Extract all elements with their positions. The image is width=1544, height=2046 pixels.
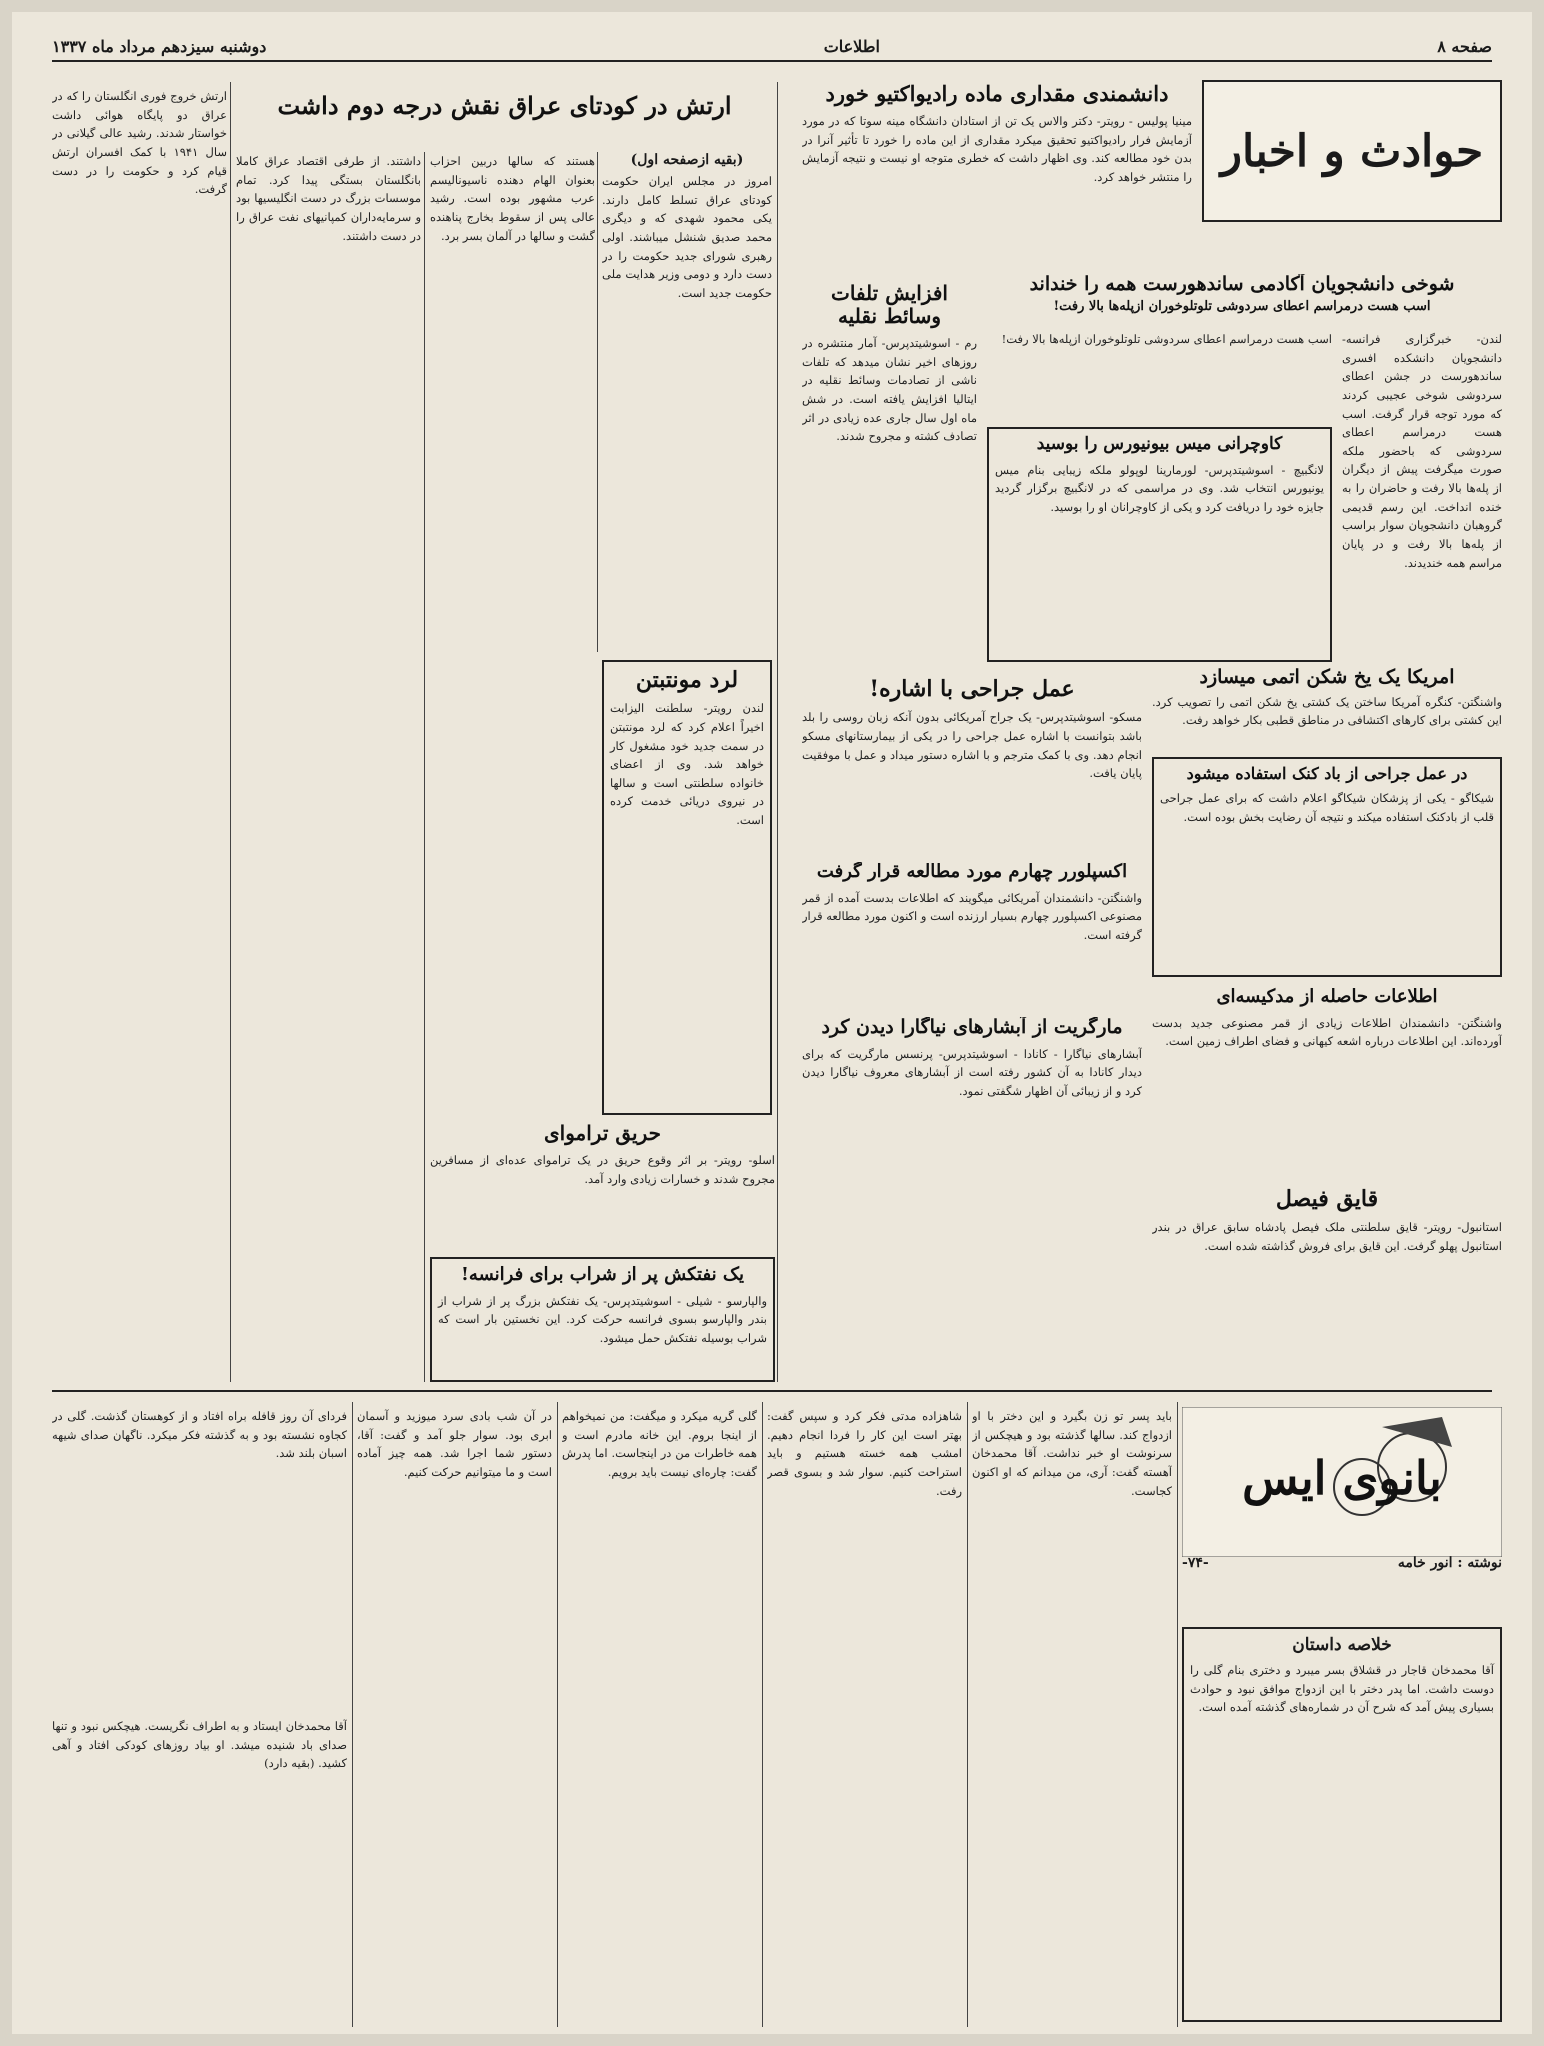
faisal-body: استانبول- رویتر- قایق سلطنتی ملک فیصل پادشاه سابق عراق در بندر استانبول پهلو گرفت. این قایق برای فروش گذاشته شده است. — [1152, 1220, 1502, 1253]
serial-text-4: در آن شب بادی سرد میوزید و آسمان ابری بود. سوار جلو آمد و گفت: آقا، دستور شما اجرا شد. همه چیز آماده است و ما میتوانیم حرکت کنیم. — [357, 1409, 552, 1479]
beauty-box — [987, 427, 1332, 662]
column-rule — [352, 1402, 353, 2027]
ice-headline: امریکا یک یخ شکن اتمی میسازد — [1199, 667, 1455, 688]
balloon-box — [1152, 757, 1502, 977]
mountbatten-body: لندن رویتر- سلطنت الیزابت اخیراً اعلام کرد که لرد مونتبتن در سمت جدید خود مشغول کار خواهد شد. وی از اعضای خانواده سلطنتی است و سالها در نیروی دریائی خدمت کرده است. — [610, 701, 764, 828]
serial-text-3: گلی گریه میکرد و میگفت: من نمیخواهم از اینجا بروم. این خانه مادرم است و همه خاطرات من در اینجاست. اما پدرش گفت: چاره‌ای نیست باید برویم. — [562, 1409, 757, 1479]
column-rule — [777, 82, 778, 1382]
serial-col-2 — [767, 1407, 962, 2022]
beauty-headline: کاوچرانی میس بیونیورس را بوسید — [1036, 434, 1283, 454]
iraq-body-d: ارتش خروج فوری انگلستان را که در عراق دو پایگاه هوائی داشت خواستار شدند. رشید عالی گیلانی در سال ۱۹۴۱ با کمک افسران ارتش قیام کرد و حکومت را در دست گرفت. — [52, 89, 227, 197]
serial-col-5 — [52, 1407, 347, 1707]
science-headline: دانشمندی مقداری ماده رادیواکتیو خورد — [825, 82, 1169, 106]
lead-headline: شوخی دانشجویان آکادمی ساندهورست همه را خنداند — [1029, 274, 1455, 295]
mountbatten-box — [602, 660, 772, 1115]
serial-summary: آقا محمدخان قاجار در قشلاق بسر میبرد و دختری بنام گلی را دوست داشت. اما پدر دختر با این ازدواج موافق نبود و حوادث بسیاری پیش آمد که شرح آن در شماره‌های گذشته آمده است. — [1190, 1663, 1494, 1715]
serial-text-2: شاهزاده مدتی فکر کرد و سپس گفت: بهتر است این کار را فردا انجام دهیم. امشب همه خسته هستیم و باید استراحت کنیم. سوار شد و بسوی قصر رفت. — [767, 1409, 962, 1498]
column-rule — [424, 152, 425, 1382]
lead-body-2: اسب هست درمراسم اعطای سردوشی تلوتلوخوران ازپله‌ها بالا رفت! — [1001, 332, 1332, 346]
lead-body-continued — [982, 330, 1332, 420]
iraq-headline-block — [232, 92, 777, 132]
iraq-body-c: داشتند. از طرفی اقتصاد عراق کاملا بانگلستان بستگی پیدا کرد. تمام موسسات بزرگ در دست انگلیسیها بود و سرمایه‌داران کمپانیهای نفت عراق را در دست داشتند. — [236, 154, 421, 243]
lead-body-block — [1342, 330, 1502, 660]
faisal-headline: قایق فیصل — [1275, 1187, 1379, 1212]
explorer-headline: اکسپلورر چهارم مورد مطالعه قرار گرفت — [816, 862, 1128, 882]
balloon-body: شیکاگو - یکی از پزشکان شیکاگو اعلام داشت که برای عمل جراحی قلب از بادکنک استفاده میکند و نتیجه آن رضایت بخش بوده است. — [1160, 791, 1494, 825]
explorer-article — [802, 862, 1142, 992]
serial-text-5: فردای آن روز قافله براه افتاد و از کوهستان گذشت. گلی در کجاوه نشسته بود و به گذشته فکر میکرد. ناگهان صدای شیهه اسبان بلند شد. — [52, 1409, 347, 1461]
serial-text-6: آقا محمدخان ایستاد و به اطراف نگریست. هیچکس نبود و تنها صدای باد شنیده میشد. او بیاد روزهای کودکی افتاد و آهی کشید. (بقیه دارد) — [52, 1719, 347, 1771]
balloon-headline: در عمل جراحی از باد کنک استفاده میشود — [1186, 764, 1468, 783]
surgery-article — [802, 677, 1142, 852]
niagara-body: آبشارهای نیاگارا - کانادا - اسوشیتدپرس- پرنسس مارگریت که برای دیدار کانادا به آن کشور رفته است از آبشارهای معروف نیاگارا دیدن کرد و از زیبائی آن اظهار شگفتی نمود. — [802, 1046, 1142, 1099]
column-rule — [557, 1402, 558, 2027]
serial-col-6 — [52, 1717, 347, 2022]
beauty-body: لانگبیچ - اسوشیتدپرس- لورمارینا لوپولو ملکه زیبایی بنام میس یونیورس انتخاب شد. وی در مراسمی که در لانگبیچ برگزار گردید جایزه خود را دریافت کرد و یکی از کاوچرانان او را بوسید. — [995, 462, 1324, 514]
wine-headline: یک نفتکش پر از شراب برای فرانسه! — [461, 1264, 744, 1285]
faisal-article — [1152, 1187, 1502, 1377]
iraq-body-b: هستند که سالها دربین احزاب بعنوان الهام دهنده ناسیونالیسم عرب مشهور بوده است. رشید عالی پس از سقوط بخارج پناهنده گشت و سالها در آلمان بسر برد. — [430, 154, 595, 243]
paper-name: اطلاعات — [823, 36, 880, 56]
niagara-article — [802, 1017, 1142, 1377]
iraq-continued: (بقیه ازصفحه اول) — [630, 152, 744, 168]
section-rule — [52, 1390, 1492, 1392]
iraq-headline: ارتش در کودتای عراق نقش درجه دوم داشت — [277, 92, 732, 120]
info-body: واشنگتن- دانشمندان اطلاعات زیادی از قمر مصنوعی جدید بدست آورده‌اند. این اطلاعات درباره اشعه کیهانی و فضای اطراف زمین است. — [1152, 1015, 1502, 1049]
column-rule — [230, 82, 231, 1382]
lead-body: لندن- خبرگزاری فرانسه- دانشجویان دانشکده افسری ساندهورست در جشن اعطای سردوشی شوخی عجیبی کردند که مورد توجه قرار گرفت. اسب هست درمراسم اعطای سردوشی که باحضور ملکه صورت میگرفت پیش از دیگران از پله‌ها بالا رفت و حاضران را به خنده انداخت. این رسم قدیمی گروهبان دانشجویان سوار براسب از پله‌ها بالا رفت و در پایان مراسم همه خندیدند. — [1342, 332, 1502, 570]
crime-section-logo: حوادث و اخبار — [1202, 80, 1502, 222]
serial-summary-box — [1182, 1627, 1502, 2022]
serial-author: نوشته : انور خامه — [1397, 1555, 1502, 1571]
iraq-col-a — [602, 152, 772, 652]
wine-body: والپارسو - شیلی - اسوشیتدپرس- یک نفتکش بزرگ پر از شراب از بندر والپارسو بسوی فرانسه حرکت کرد. این نخستین بار است که شراب بوسیله نفتکش حمل میشود. — [438, 1293, 767, 1345]
niagara-headline: مارگریت از آبشارهای نیاگارا دیدن کرد — [821, 1017, 1123, 1038]
iraq-col-d — [52, 87, 227, 1382]
tram-body: اسلو- رویتر- بر اثر وقوع حریق در یک تراموای عده‌ای از مسافرین مجروح شدند و خسارات زیادی وارد آمد. — [430, 1153, 775, 1186]
column-rule — [967, 1402, 968, 2027]
serial-number: -۷۴- — [1182, 1555, 1209, 1571]
explorer-body: واشنگتن- دانشمندان آمریکائی میگویند که اطلاعات بدست آمده از قمر مصنوعی اکسپلورر چهارم بسیار ارزنده است و اکنون مورد مطالعه قرار گرفته است. — [802, 890, 1142, 942]
serial-col-3 — [562, 1407, 757, 2022]
serial-text-1: باید پسر تو زن بگیرد و این دختر با او ازدواج کند. سالها گذشته بود و هیچکس از سرنوشت او خبر نداشت. آقا محمدخان آهسته گفت: آری، من میدانم که او اکنون کجاست. — [972, 1409, 1172, 1498]
iraq-body-a: امروز در مجلس ایران حکومت کودتای عراق تسلط کامل دارند. یکی محمود شهدی که و دیگری محمد صدیق شنشل میباشند. اولی رهبری شورای جدید حکومت را در دست دارد و دومی وزیر هدایت ملی حکومت جدید است. — [602, 174, 772, 300]
info-headline: اطلاعات حاصله از مدکیسه‌ای — [1216, 987, 1438, 1007]
lead-subhead: اسب هست درمراسم اعطای سردوشی تلوتلوخوران ازپله‌ها بالا رفت! — [1053, 298, 1431, 314]
serial-banner-block — [1182, 1407, 1502, 1617]
science-article — [802, 82, 1192, 272]
issue-date: دوشنبه سیزدهم مرداد ماه ۱۳۳۷ — [52, 36, 267, 56]
ice-body: واشنگتن- کنگره آمریکا ساختن یک کشتی یخ شکن اتمی را تصویب کرد. این کشتی برای کارهای اکتشافی در مناطق قطبی بکار خواهد رفت. — [1152, 694, 1502, 728]
tram-article — [430, 1122, 775, 1252]
traffic-article — [802, 282, 977, 662]
lead-headline-block — [982, 274, 1502, 324]
page-label: صفحه ۸ — [1437, 36, 1492, 56]
crime-section-logo-box — [1202, 80, 1502, 222]
mountbatten-headline: لرد مونتبتن — [635, 667, 739, 693]
column-rule — [1177, 1402, 1178, 2027]
masthead — [52, 32, 1492, 62]
ice-article — [1152, 667, 1502, 752]
tram-headline: حریق تراموای — [543, 1122, 662, 1145]
serial-col-1 — [972, 1407, 1172, 2022]
serial-summary-title: خلاصه داستان — [1292, 1635, 1392, 1655]
surgery-headline: عمل جراحی با اشاره! — [869, 677, 1075, 702]
column-rule — [762, 1402, 763, 2027]
newspaper-page — [12, 12, 1532, 2034]
serial-col-4 — [357, 1407, 552, 2022]
surgery-body: مسکو- اسوشیتدپرس- یک جراح آمریکائی بدون آنکه زبان روسی را بلد باشد بتوانست با اشاره عمل جراحی را در یکی از بیمارستانهای مسکو انجام دهد. وی با کمک مترجم و با اشاره دستور میداد و عمل با موفقیت پایان یافت. — [802, 710, 1142, 781]
science-body: مینیا پولیس - رویتر- دکتر والاس یک تن از استادان دانشگاه مینه سوتا که در مورد آزمایش فرار رادیواکتیو تحقیق میکرد مقداری از این ماده را خورد تا تأثیر آنرا در بدن خود مطالعه کند. وی اظهار داشت که خطری متوجه او نیست و نتیجه آزمایش را منتشر خواهد کرد. — [802, 114, 1192, 185]
info-article — [1152, 987, 1502, 1177]
iraq-col-c — [236, 152, 421, 1382]
traffic-body: رم - اسوشیتدپرس- آمار منتشره در روزهای اخیر نشان میدهد که تلفات ناشی از تصادمات وسائط نقلیه در ایتالیا افزایش یافته است. در شش ماه اول سال جاری عده زیادی در اثر تصادف کشته و مجروح شدند. — [802, 336, 977, 444]
serial-banner: بانوی ایس — [1242, 1451, 1442, 1505]
wine-box — [430, 1257, 775, 1382]
traffic-headline: افزایش تلفات وسائط نقلیه — [831, 282, 948, 328]
column-rule — [597, 152, 598, 652]
